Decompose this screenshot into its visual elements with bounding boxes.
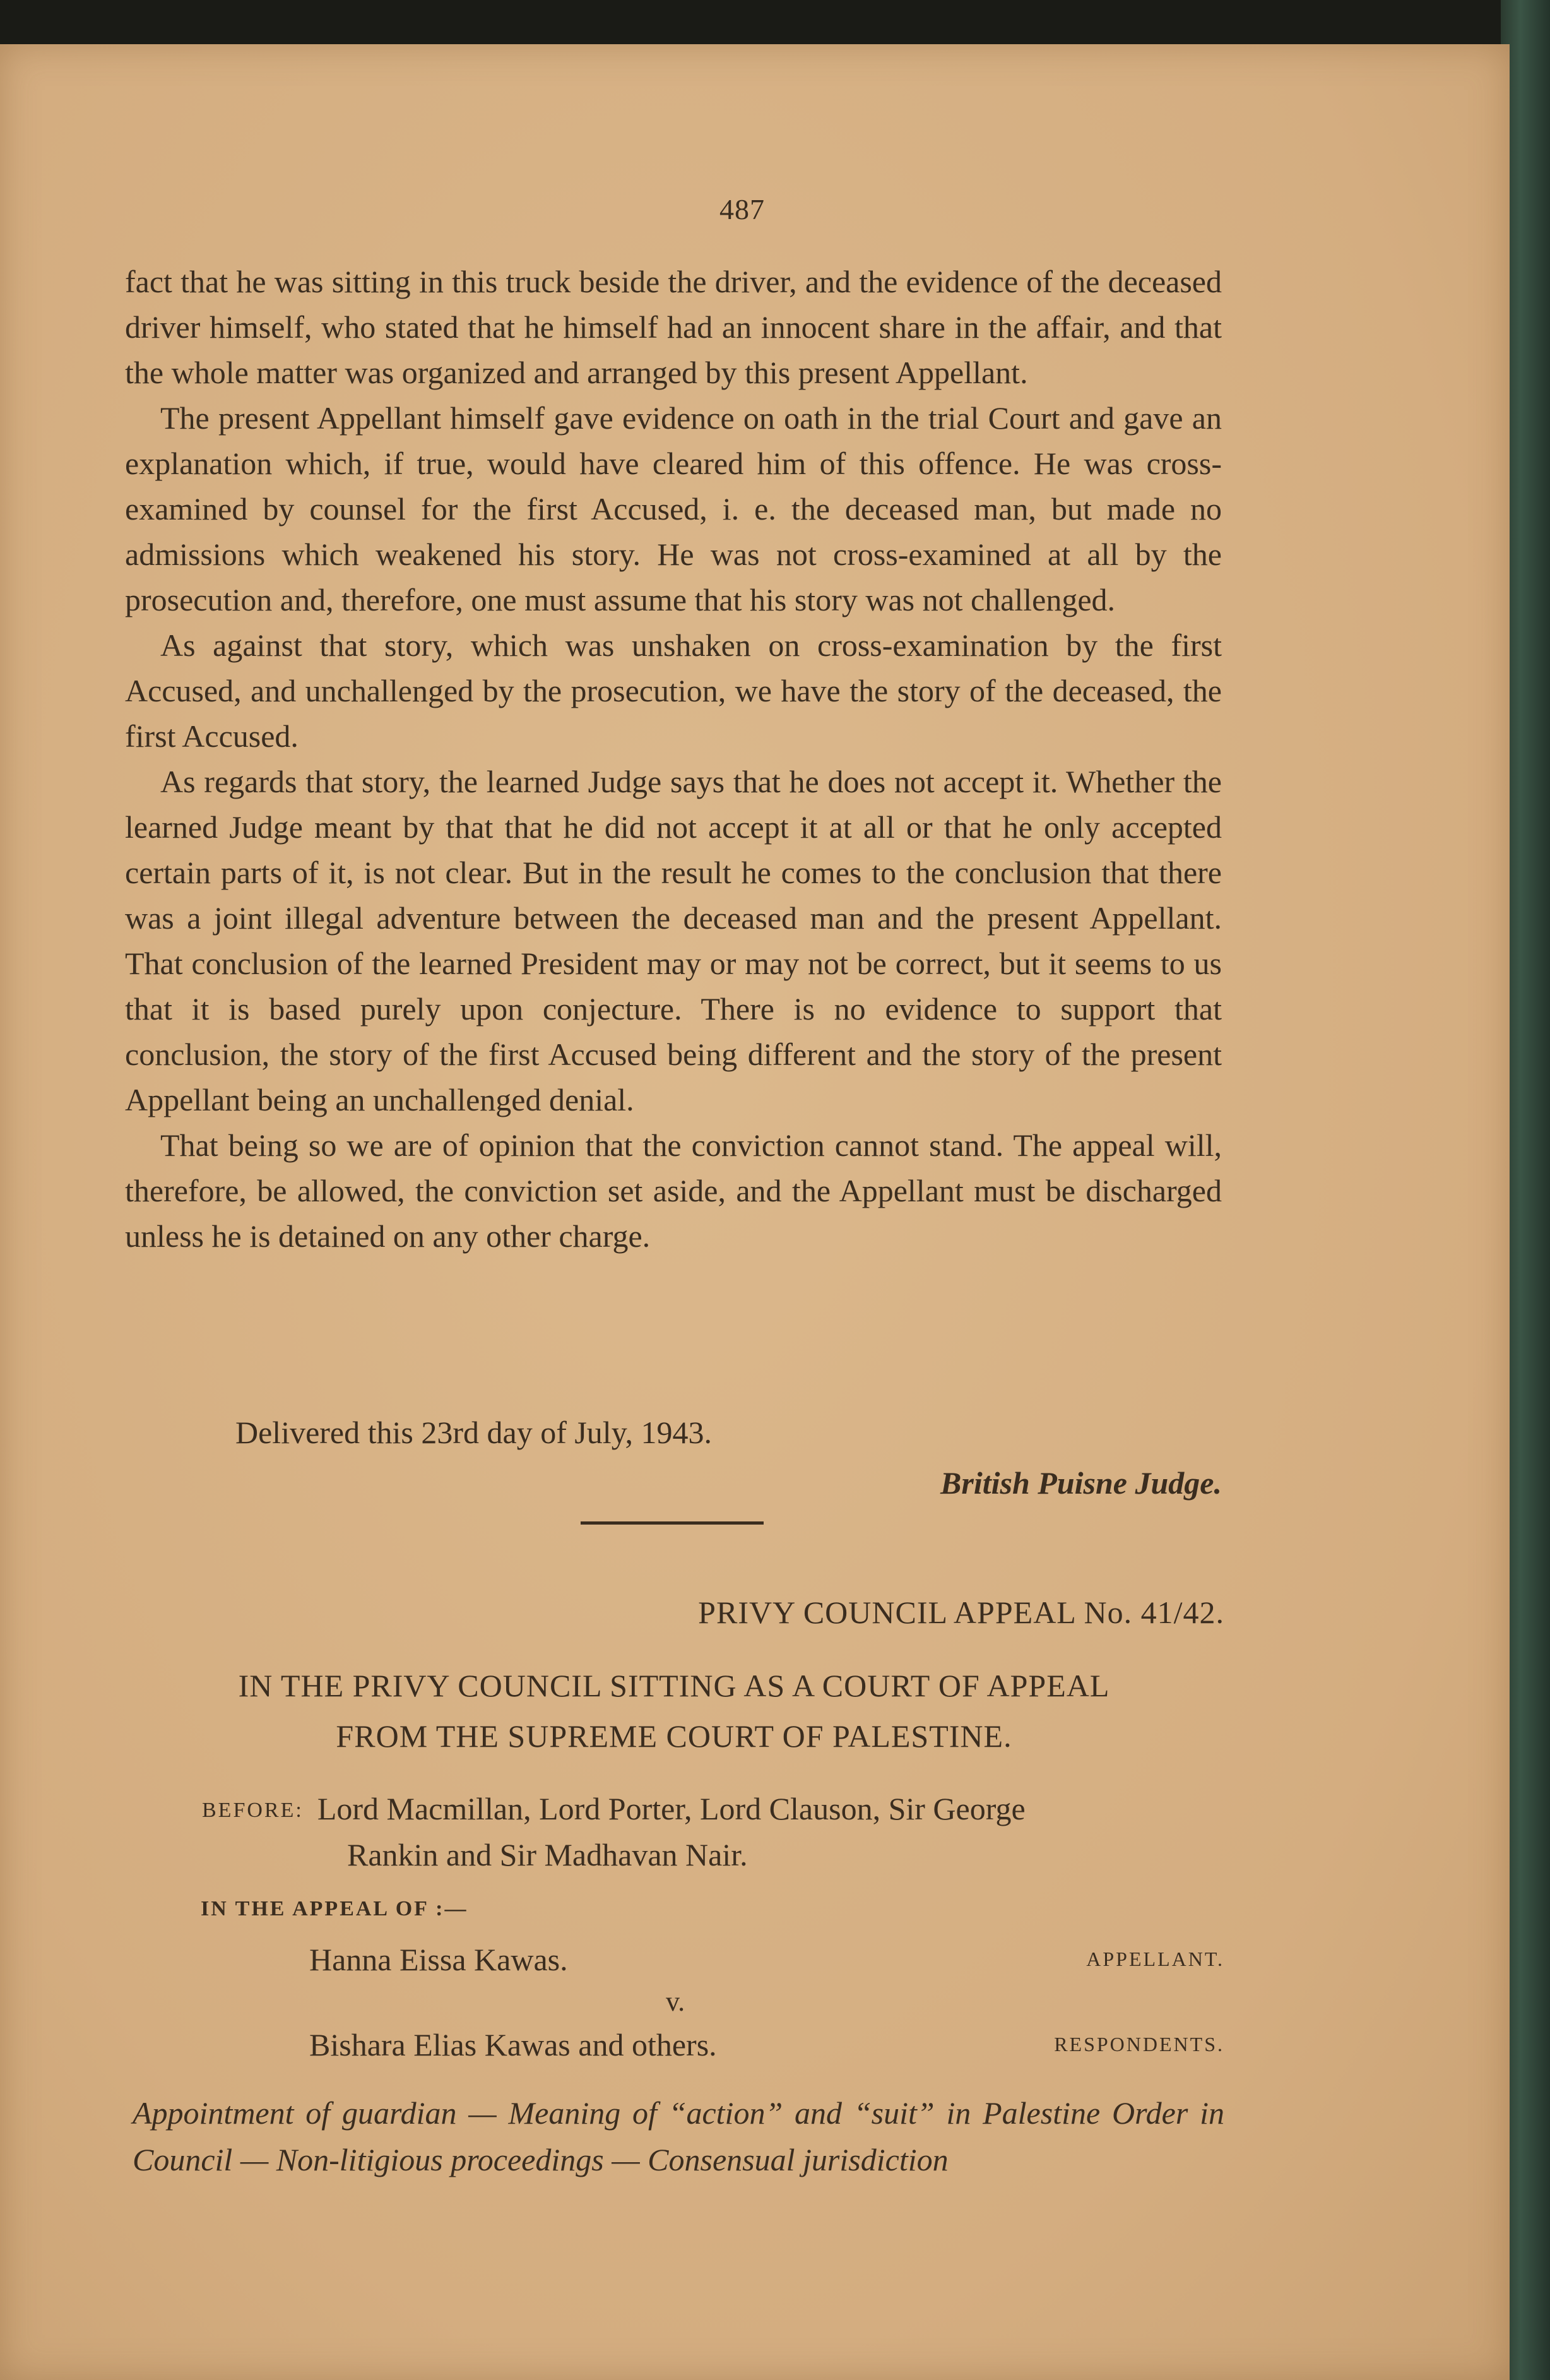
paragraph: fact that he was sitting in this truck beside the driver, and the evidence of the deceased driver himself, who stated that he himself had an innocent share in the affair, and that the whole matter was organized and arranged by this present Appellant. [125, 264, 1222, 390]
delivered-date: Delivered this 23rd day of July, 1943. [235, 1415, 712, 1450]
in-the-appeal-of-label: IN THE APPEAL OF :— [201, 1897, 468, 1920]
appellant-name: Hanna Eissa Kawas. [309, 1942, 568, 1977]
appeal-number: PRIVY COUNCIL APPEAL No. 41/42. [698, 1595, 1224, 1630]
page-number: 487 [719, 193, 765, 225]
judges-line: Rankin and Sir Madhavan Nair. [347, 1837, 748, 1872]
judgment-text [125, 259, 1222, 1259]
paragraph: That being so we are of opinion that the conviction cannot stand. The appeal will, therefore, be allowed, the conviction set aside, and the Appellant must be discharged unless he is detained on any other charge. [125, 1128, 1222, 1254]
court-title [125, 1660, 1223, 1761]
paragraph: As against that story, which was unshaken on cross-examination by the first Accused, and unchallenged by the prosecution, we have the story of the deceased, the first Accused. [125, 628, 1222, 754]
catchwords: Appointment of guardian — Meaning of “action” and “suit” in Palestine Order in Council — Non-litigious proceedings — Consensual jurisdiction [133, 2095, 1224, 2177]
paragraph: As regards that story, the learned Judge says that he does not accept it. Whether the learned Judge meant by that that he did not accept it at all or that he only accepted certain parts of it, is not clear. But in the result he comes to the conclusion that there was a joint illegal adventure between the deceased man and the present Appellant. That conclusion of the learned President may or may not be correct, but it seems to us that it is based purely upon conjecture. There is no evidence to support that conclusion, the story of the first Accused being different and the story of the present Appellant being an unchallenged denial. [125, 764, 1222, 1117]
signature-block [125, 1414, 1222, 1501]
before-label: BEFORE: [202, 1799, 304, 1822]
paragraph: The present Appellant himself gave evidence on oath in the trial Court and gave an explanation which, if true, would have cleared him of this offence. He was cross-examined by counsel for the first Accused, i. e. the deceased man, but made no admissions which weakened his story. He was not cross-examined at all by the prosecution and, therefore, one must assume that his story was not challenged. [125, 400, 1222, 617]
court-title-line: FROM THE SUPREME COURT OF PALESTINE. [336, 1718, 1012, 1754]
bench-composition [202, 1787, 1224, 1877]
book-page [0, 44, 1510, 2380]
versus: v. [666, 1986, 685, 2017]
court-title-line: IN THE PRIVY COUNCIL SITTING AS A COURT OF APPEAL [238, 1668, 1110, 1703]
section-divider [581, 1521, 764, 1525]
respondent-role: RESPONDENTS. [1054, 2033, 1224, 2056]
respondent-name: Bishara Elias Kawas and others. [309, 2027, 717, 2062]
appellant-role: APPELLANT. [1086, 1948, 1224, 1970]
respondent-row [309, 2026, 1224, 2063]
judges-line: Lord Macmillan, Lord Porter, Lord Clauson, Sir George [317, 1791, 1026, 1826]
judge-signature: British Puisne Judge. [940, 1465, 1222, 1501]
appellant-row [309, 1941, 1224, 1978]
